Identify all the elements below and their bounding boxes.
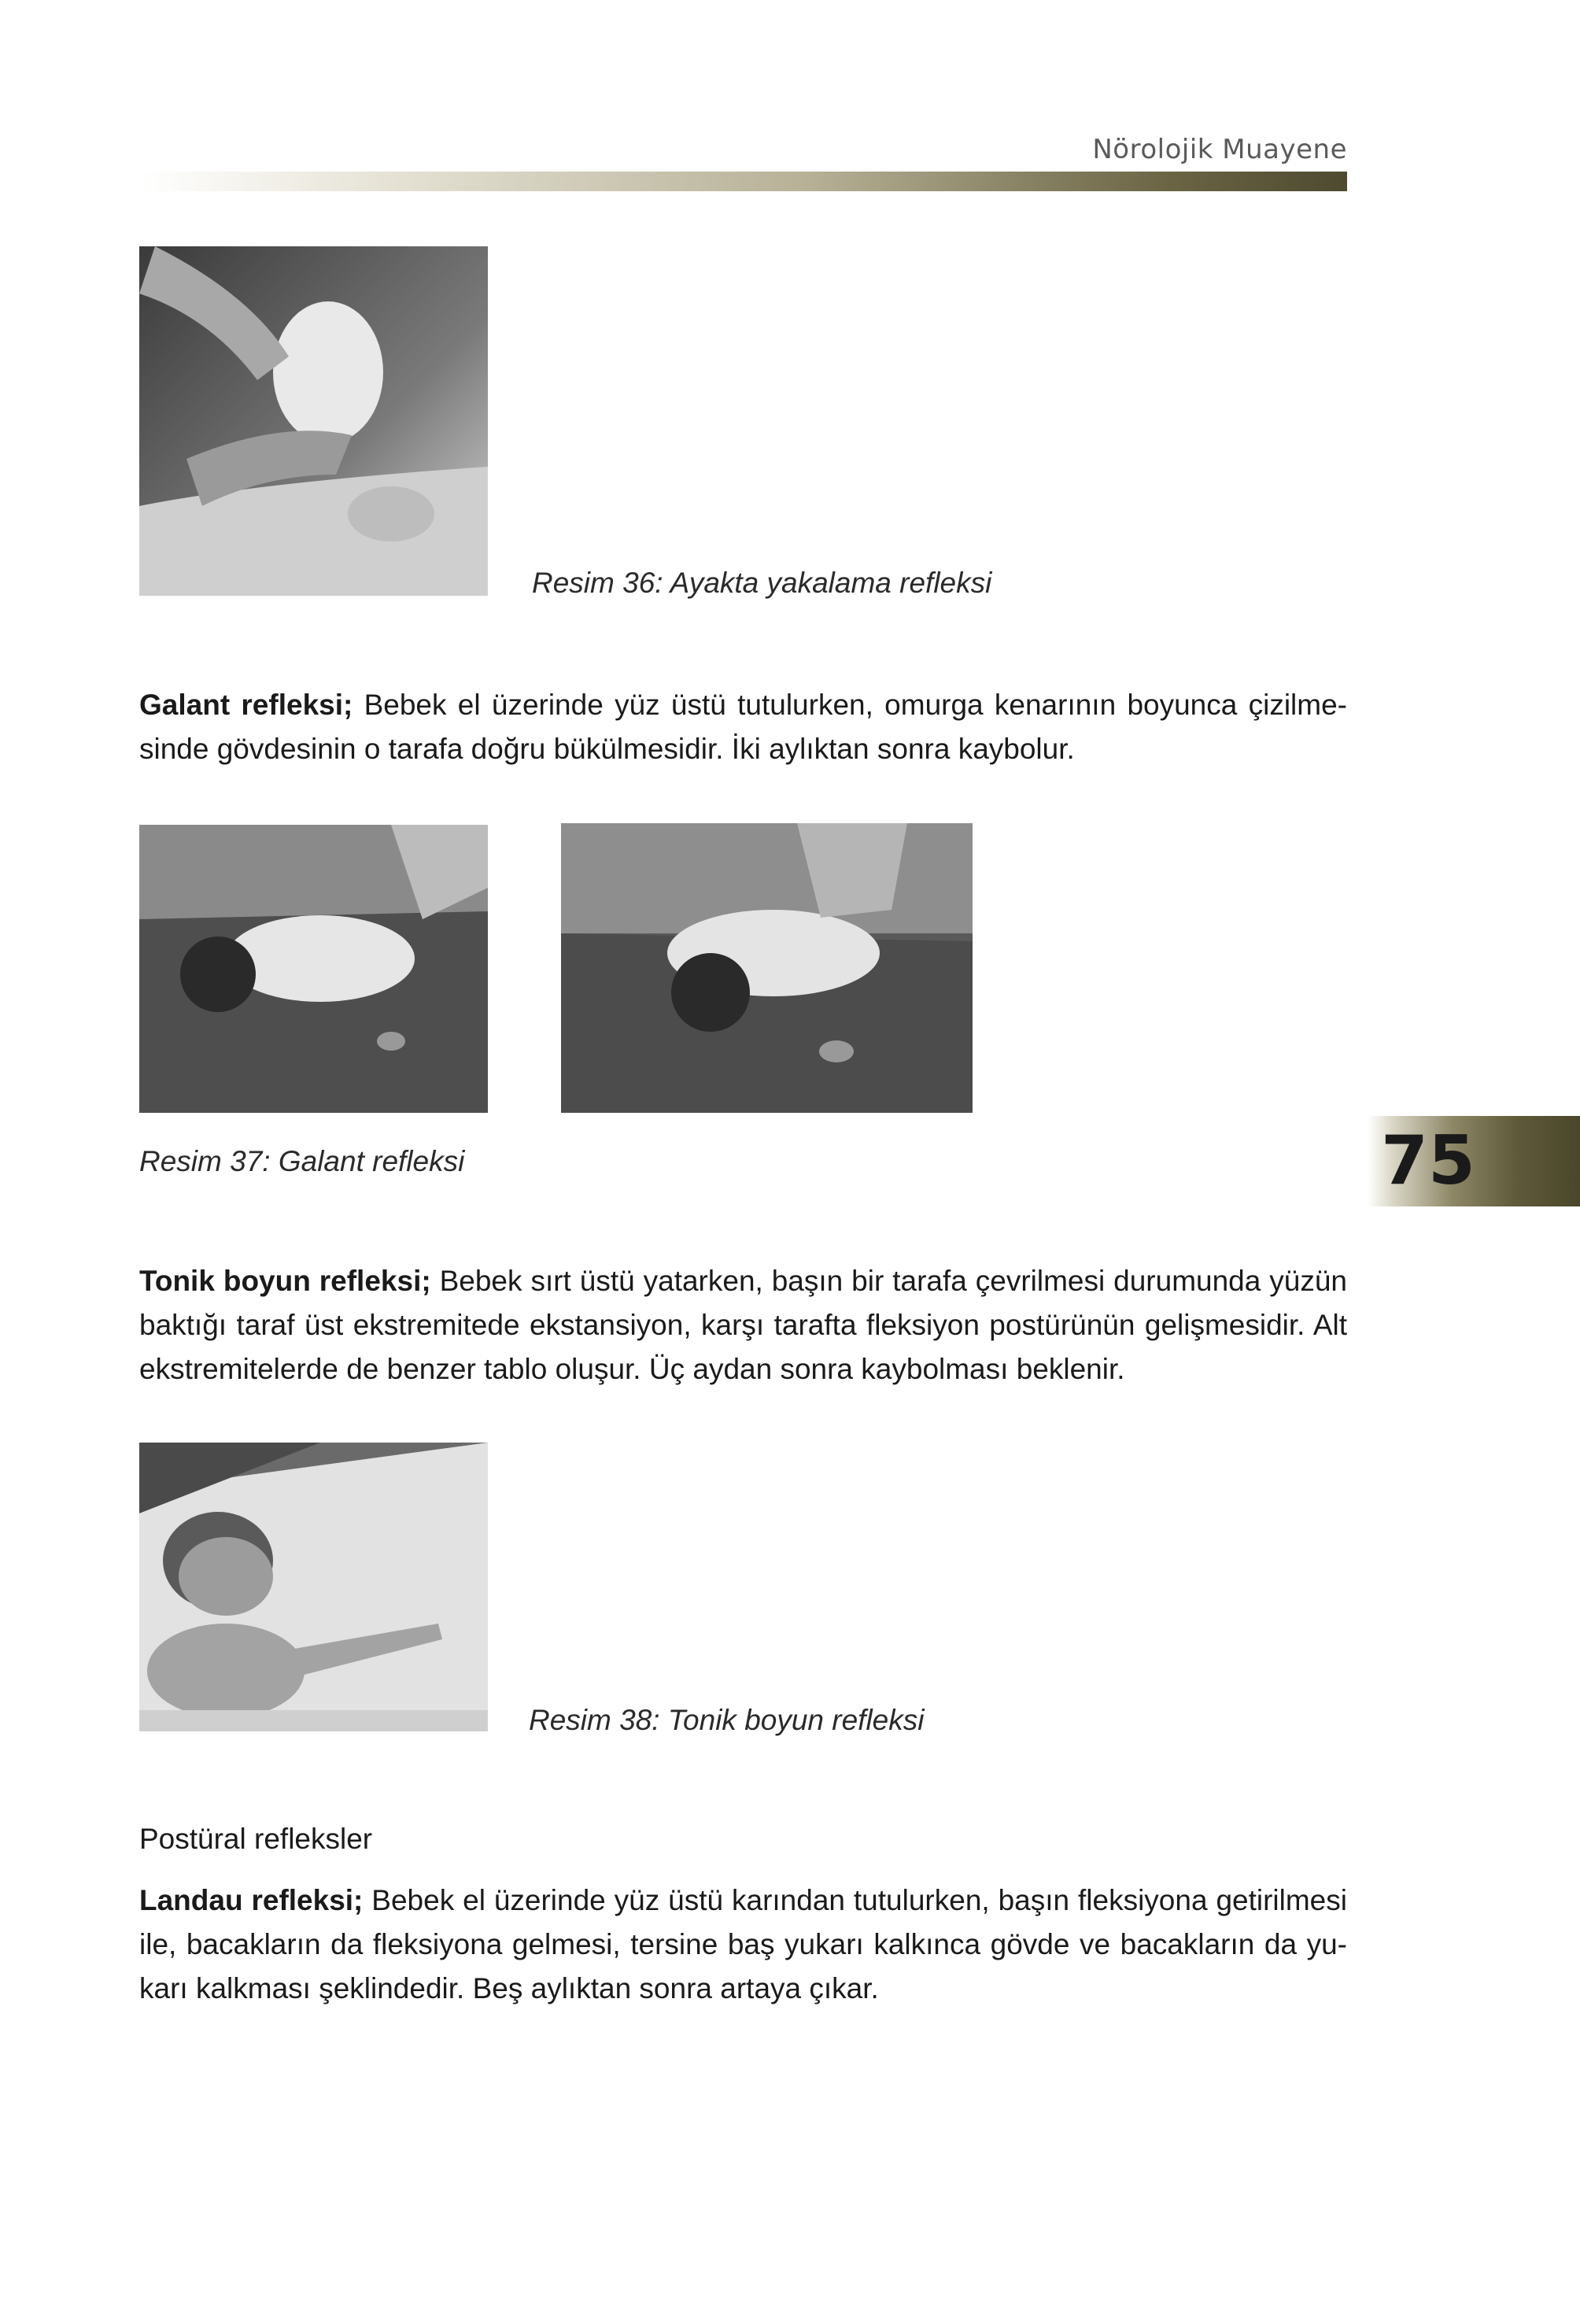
figure-38-caption: Resim 38: Tonik boyun refleksi: [529, 1704, 925, 1736]
landau-line-1: Bebek el üzerinde yüz üstü karından tutulurken, başın fleksiyona getirilmesi: [363, 1884, 1347, 1916]
figure-37-photo-left: [139, 825, 488, 1113]
tonik-line-1: Bebek sırt üstü yatarken, başın bir tarafa çevrilmesi durumunda yüzün: [430, 1265, 1347, 1297]
galant-term: Galant refleksi;: [139, 689, 353, 721]
figure-37-caption: Resim 37: Galant refleksi: [139, 1145, 465, 1177]
landau-line-2: ile, bacakların da fleksiyona gelmesi, tersine baş yukarı kalkınca gövde ve bacakların da yu-: [139, 1928, 1347, 1960]
galant-line-2: sinde gövdesinin o tarafa doğru bükülmesidir. İki aylıktan sonra kaybolur.: [139, 733, 1075, 765]
figure-36-caption: Resim 36: Ayakta yakalama refleksi: [532, 567, 992, 599]
galant-paragraph: [139, 683, 1347, 771]
page-number: 75: [1381, 1121, 1475, 1200]
figure-38-photo: [139, 1443, 488, 1731]
tonik-line-2: baktığı taraf üst ekstremitede ekstansiyon, karşı tarafta fleksiyon postürünün gelişmesidir. Alt: [139, 1309, 1347, 1341]
landau-line-3: karı kalkması şeklindedir. Beş aylıktan sonra artaya çıkar.: [139, 1972, 879, 2004]
figure-36-photo: [139, 246, 488, 596]
galant-line-1: Bebek el üzerinde yüz üstü tutulurken, omurga kenarının boyunca çizilme-: [353, 689, 1347, 721]
landau-term: Landau refleksi;: [139, 1884, 364, 1916]
landau-paragraph: [139, 1879, 1347, 2011]
tonik-paragraph: [139, 1259, 1347, 1391]
running-header-title: Nörolojik Muayene: [1092, 134, 1347, 165]
postural-reflexes-heading: Postüral refleksler: [139, 1823, 373, 1855]
figure-37-photo-right: [561, 823, 973, 1113]
tonik-line-3: ekstremitelerde de benzer tablo oluşur. Üç aydan sonra kaybolması beklenir.: [139, 1353, 1125, 1385]
header-gradient-bar: [142, 172, 1347, 191]
tonik-term: Tonik boyun refleksi;: [139, 1265, 431, 1297]
